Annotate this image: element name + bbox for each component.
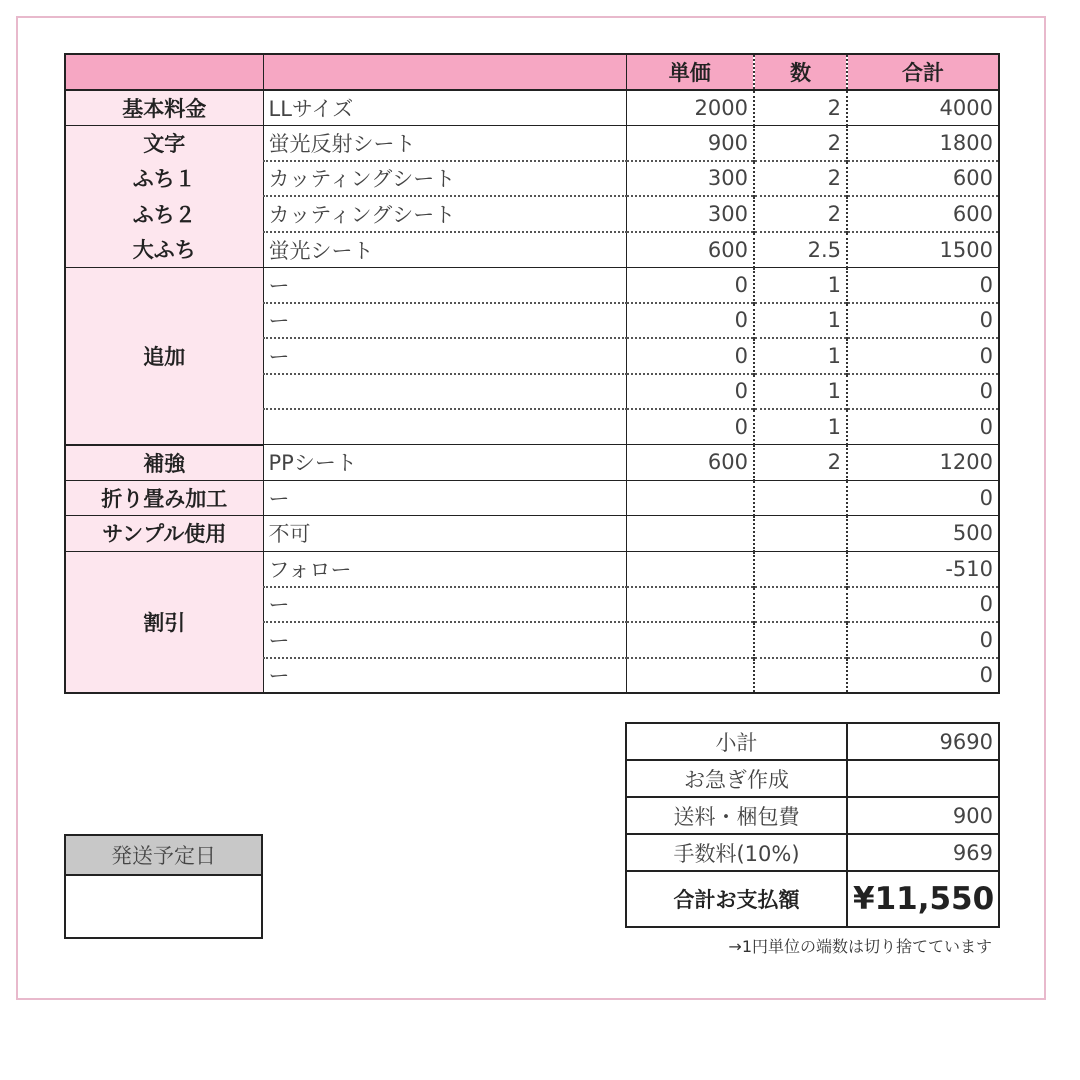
grand-total-value: ¥11,550 [847, 871, 999, 927]
row-total: 0 [847, 480, 999, 516]
row-description: ー [263, 587, 626, 623]
row-description: ー [263, 658, 626, 694]
row-category: 折り畳み加工 [65, 480, 263, 516]
row-description: LLサイズ [263, 90, 626, 126]
row-description: ー [263, 338, 626, 374]
row-unit-price: 600 [626, 232, 754, 268]
rounding-note: →1円単位の端数は切り捨てています [728, 937, 992, 956]
header-blank-category [65, 54, 263, 90]
row-total: 0 [847, 587, 999, 623]
row-description: ー [263, 267, 626, 303]
row-description: 不可 [263, 516, 626, 552]
summary-row [626, 760, 999, 797]
row-total: 600 [847, 161, 999, 197]
row-quantity: 2 [754, 90, 847, 126]
row-unit-price: 0 [626, 374, 754, 410]
row-unit-price: 300 [626, 161, 754, 197]
summary-row [626, 834, 999, 871]
row-description [263, 374, 626, 410]
row-category: 補強 [65, 445, 263, 481]
summary-value: 900 [847, 797, 999, 834]
row-description: フォロー [263, 551, 626, 587]
table-header-row [65, 54, 999, 90]
row-quantity: 1 [754, 409, 847, 445]
summary-table [625, 722, 1000, 928]
row-description: ー [263, 303, 626, 339]
row-quantity [754, 622, 847, 658]
row-unit-price [626, 658, 754, 694]
row-quantity [754, 516, 847, 552]
row-quantity [754, 658, 847, 694]
row-unit-price: 900 [626, 125, 754, 161]
row-description: PPシート [263, 445, 626, 481]
row-description: カッティングシート [263, 161, 626, 197]
row-description [263, 409, 626, 445]
row-total: 0 [847, 374, 999, 410]
shipping-date-label: 発送予定日 [65, 835, 262, 875]
row-unit-price [626, 480, 754, 516]
row-total: 0 [847, 409, 999, 445]
table-row [65, 551, 999, 587]
grand-total-row [626, 871, 999, 927]
shipping-date-box [64, 834, 263, 939]
row-quantity: 1 [754, 267, 847, 303]
row-quantity: 2 [754, 445, 847, 481]
summary-value [847, 760, 999, 797]
table-row [65, 516, 999, 552]
summary-label: 送料・梱包費 [626, 797, 847, 834]
row-category: サンプル使用 [65, 516, 263, 552]
row-total: -510 [847, 551, 999, 587]
row-total: 1200 [847, 445, 999, 481]
row-quantity [754, 551, 847, 587]
summary-label: 手数料(10%) [626, 834, 847, 871]
row-total: 500 [847, 516, 999, 552]
row-unit-price [626, 516, 754, 552]
row-category: 追加 [65, 267, 263, 445]
row-quantity: 2 [754, 125, 847, 161]
summary-row [626, 797, 999, 834]
row-unit-price: 300 [626, 196, 754, 232]
row-total: 0 [847, 267, 999, 303]
row-total: 0 [847, 622, 999, 658]
row-category: 大ふち [65, 232, 263, 268]
row-unit-price [626, 587, 754, 623]
summary-row [626, 723, 999, 760]
shipping-date-value [65, 875, 262, 938]
header-blank-description [263, 54, 626, 90]
summary-value: 9690 [847, 723, 999, 760]
table-row [65, 125, 999, 161]
row-total: 1500 [847, 232, 999, 268]
row-description: カッティングシート [263, 196, 626, 232]
row-category: ふち２ [65, 196, 263, 232]
table-row [65, 161, 999, 197]
summary-label: 小計 [626, 723, 847, 760]
header-unit-price: 単価 [626, 54, 754, 90]
row-quantity: 2 [754, 161, 847, 197]
row-total: 600 [847, 196, 999, 232]
table-row [65, 90, 999, 126]
table-row [65, 480, 999, 516]
row-quantity: 2.5 [754, 232, 847, 268]
row-quantity [754, 587, 847, 623]
row-total: 1800 [847, 125, 999, 161]
row-category: 文字 [65, 125, 263, 161]
row-unit-price [626, 622, 754, 658]
row-quantity: 1 [754, 338, 847, 374]
row-unit-price [626, 551, 754, 587]
row-category: 基本料金 [65, 90, 263, 126]
summary-label: お急ぎ作成 [626, 760, 847, 797]
grand-total-label: 合計お支払額 [626, 871, 847, 927]
table-row [65, 196, 999, 232]
row-quantity [754, 480, 847, 516]
row-category: ふち１ [65, 161, 263, 197]
header-total: 合計 [847, 54, 999, 90]
row-unit-price: 0 [626, 303, 754, 339]
row-category: 割引 [65, 551, 263, 693]
table-row [65, 445, 999, 481]
row-quantity: 1 [754, 374, 847, 410]
row-total: 0 [847, 338, 999, 374]
estimate-table [64, 53, 1000, 694]
header-quantity: 数 [754, 54, 847, 90]
row-quantity: 1 [754, 303, 847, 339]
row-quantity: 2 [754, 196, 847, 232]
row-unit-price: 2000 [626, 90, 754, 126]
row-description: 蛍光反射シート [263, 125, 626, 161]
table-row [65, 267, 999, 303]
summary-value: 969 [847, 834, 999, 871]
row-unit-price: 0 [626, 409, 754, 445]
row-unit-price: 0 [626, 338, 754, 374]
row-unit-price: 600 [626, 445, 754, 481]
row-unit-price: 0 [626, 267, 754, 303]
table-row [65, 232, 999, 268]
row-total: 0 [847, 303, 999, 339]
row-total: 0 [847, 658, 999, 694]
row-total: 4000 [847, 90, 999, 126]
row-description: 蛍光シート [263, 232, 626, 268]
row-description: ー [263, 480, 626, 516]
row-description: ー [263, 622, 626, 658]
